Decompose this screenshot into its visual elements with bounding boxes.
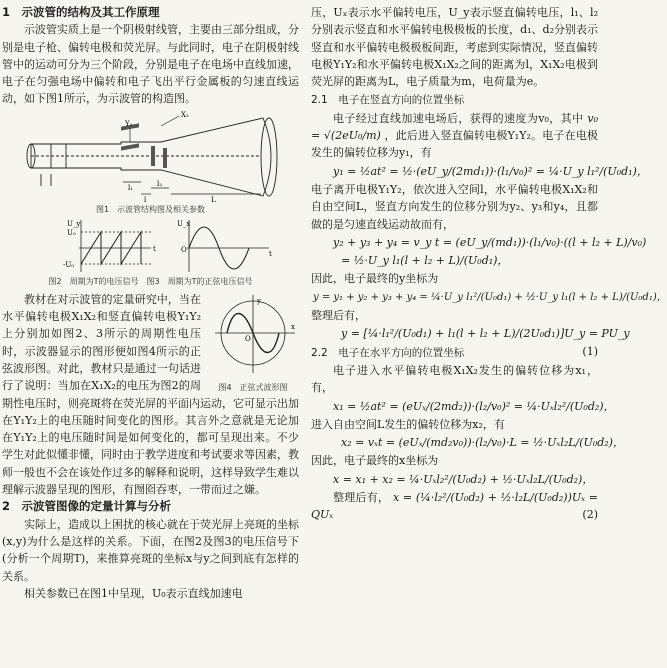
paragraph-velocity: [311, 110, 598, 162]
fig3-label-t: t: [268, 249, 272, 258]
equation-y-sum: y = y₁ + y₂ + y₃ + y₄ = ¼·U_y l₁²/(U₀d₁) + ½·U_y l₁(l + l₂ + L)/(U₀d₁)，: [313, 291, 667, 303]
paragraph-arrange-x: [311, 489, 598, 524]
fig2-label-t: t: [152, 244, 156, 253]
label-y1: Y₁: [124, 119, 132, 128]
figure-1: [2, 108, 299, 204]
equation-number-2: (2): [582, 508, 598, 522]
section-2-title: 2 示波管图像的定量计算与分析: [2, 499, 171, 514]
label-l: l: [143, 195, 146, 204]
figures-2-3-caption: 图2 周期为T的电压信号 图3 周期为T的正弦电压信号: [48, 276, 253, 286]
paragraph-intro: 示波管实质上是一个阴极射线管，主要由三部分组成，分别是电子枪、偏转电极和荧光屏。与此同时，电子在阴极射线管中的运动可分为三个阶段，分别是电子在电场中直线加速，电子在匀强电场中偏转和电子飞出平行金属板的匀速直线运动，如下图1所示，为示波管的构造图。: [2, 23, 299, 106]
velocity-text-a: 电子经过直线加速电场后，获得的速度为v₀，其中: [333, 111, 584, 125]
figure-4: [207, 293, 299, 394]
sine-waveform-diagram: [207, 293, 299, 377]
subsection-2-2-title: 2.2 电子在水平方向的位置坐标: [311, 346, 465, 359]
paragraph-final-x: 因此，电子最终的x坐标为: [311, 454, 439, 468]
oscilloscope-tube-diagram: [11, 108, 291, 204]
paragraph-teaching-analysis: 教材在对示波管的定量研究中，当在水平偏转电极X₁X₂和竖直偏转电极Y₁Y₂上分别加如图2、3所示的周期性电压时，示波器显示的图形便如图4所示的正弦波形图。对此，教材只是通过一句话进行了说明：当加在X₁X₂的电压为图2的周期性电压时，则亮斑将在荧光屏的平面内运动，它可显示出加在Y₁Y₂上的电压随时间变化的图形。其言外之意就是无论加在Y₁Y₂上的电压随时间是如何变化的，都可呈现出来。不少学生对此似懂非懂，同时由于教学进度和考试要求等因素，教师一般也不会在该处作过多的解释和说明，这样导致学生难以理解示波器呈现的图形，有囫囵吞枣，一带而过之嫌。: [2, 292, 299, 497]
subsection-2-1-title: 2.1 电子在竖直方向的位置坐标: [311, 94, 465, 107]
figure-4-caption: 图4 正弦式波形图: [218, 383, 288, 393]
equation-x-final: x = (¼·l₂²/(U₀d₂) + ½·l₂L/(U₀d₂))Uₓ = QUₓ: [311, 491, 599, 522]
velocity-text-b: ，此后进入竖直偏转电极Y₁Y₂。电子在电极发生的偏转位移为y₁，有: [311, 129, 599, 160]
equation-y234-b: = ½·U_y l₁(l + l₂ + L)/(U₀d₁)，: [341, 254, 509, 268]
arrange-x-text: 整理后有，: [333, 491, 390, 505]
paragraph-final-y: 因此，电子最终的y坐标为: [311, 272, 439, 286]
label-l1: l₁: [127, 183, 133, 192]
paragraph-core-question: 实际上，造成以上困扰的核心就在于荧光屏上亮斑的坐标(x,y)为什么是这样的关系。下面，在图2及图3的电压信号下(分析一个周期T)，来推算亮斑的坐标x与y之间到底有怎样的关系。: [2, 517, 299, 583]
paragraph-parameters-start: 相关参数已在图1中呈现，U₀表示直线加速电: [24, 586, 243, 600]
section-1-title: 1 示波管的结构及其工作原理: [2, 5, 160, 19]
figures-2-3: [2, 216, 299, 276]
label-L: L: [210, 195, 216, 204]
fig2-label-neg-u0: -U₀: [62, 260, 74, 269]
fig4-label-x: x: [291, 322, 295, 331]
equation-v0: v₀ = √(2eU₀/m): [311, 111, 599, 143]
paragraph-horizontal: 电子进入水平偏转电极X₁X₂发生的偏转位移为x₁，有，: [311, 363, 598, 395]
figure-1-caption: 图1 示波管结构图及相关参数: [95, 204, 206, 214]
label-l2: l₂: [156, 179, 162, 188]
paragraph-parameters-cont: 压，Uₓ表示水平偏转电压，U_y表示竖直偏转电压，l₁、l₂分别表示竖直和水平偏转电极极板的长度，d₁、d₂分别表示竖直和水平偏转电极极板间距，考虑到实际情况，竖直偏转电极Y₁Y₂和水平偏转电极X₁X₂之间的距离为l，X₁X₂电极到荧光屏的距离为L，电子质量为m，电荷量为e。: [311, 6, 598, 89]
right-column: [311, 4, 667, 524]
equation-y-final-body: y = [¼·l₁²/(U₀d₁) + l₁(l + l₂ + L)/(2U₀d₁)]U_y = PU_y: [341, 327, 630, 341]
equation-x2: x₂ = vₓt = (eUₓ/(md₂v₀))·(l₂/v₀)·L = ½·Uₓl₂L/(U₀d₂)，: [341, 436, 624, 450]
voltage-signal-plots: [11, 216, 291, 276]
fig3-label-o: O: [180, 245, 187, 254]
paragraph-free-space-x: 进入自由空间L发生的偏转位移为x₂，有: [311, 417, 505, 431]
paragraph-free-space-y: 电子离开电极Y₁Y₂，依次进入空间l，水平偏转电极X₁X₂和自由空间L，竖直方向发生的位移分别为y₂、y₃和y₄，且都做的是匀速直线运动故而有，: [311, 182, 598, 231]
fig2-label-u0: U₀: [66, 228, 76, 237]
paragraph-arrange-y: 整理后有，: [311, 309, 366, 323]
label-x2: X₂: [180, 110, 189, 119]
fig4-label-y: y: [257, 296, 261, 305]
fig3-label-ux: U_x: [176, 219, 190, 228]
fig2-label-uy: U_y: [66, 219, 80, 228]
fig4-label-o: O: [245, 334, 251, 343]
equation-x1: x₁ = ½at² = (eUₓ/(2md₂))·(l₂/v₀)² = ¼·Uₓl₂²/(U₀d₂)，: [333, 399, 615, 413]
equation-y234-a: y₂ + y₃ + y₄ = v_y t = (eU_y/(md₁))·(l₁/v₀)·((l + l₂ + L)/v₀): [333, 235, 647, 249]
left-column: [2, 4, 299, 602]
equation-y1: y₁ = ½at² = ½·(eU_y/(2md₁))·(l₁/v₀)² = ¼·U_y l₁²/(U₀d₁)，: [333, 164, 648, 178]
equation-number-1: (1): [582, 344, 598, 358]
equation-x-sum: x = x₁ + x₂ = ¼·Uₓl₂²/(U₀d₂) + ½·Uₓl₂L/(U₀d₂)，: [333, 472, 594, 486]
